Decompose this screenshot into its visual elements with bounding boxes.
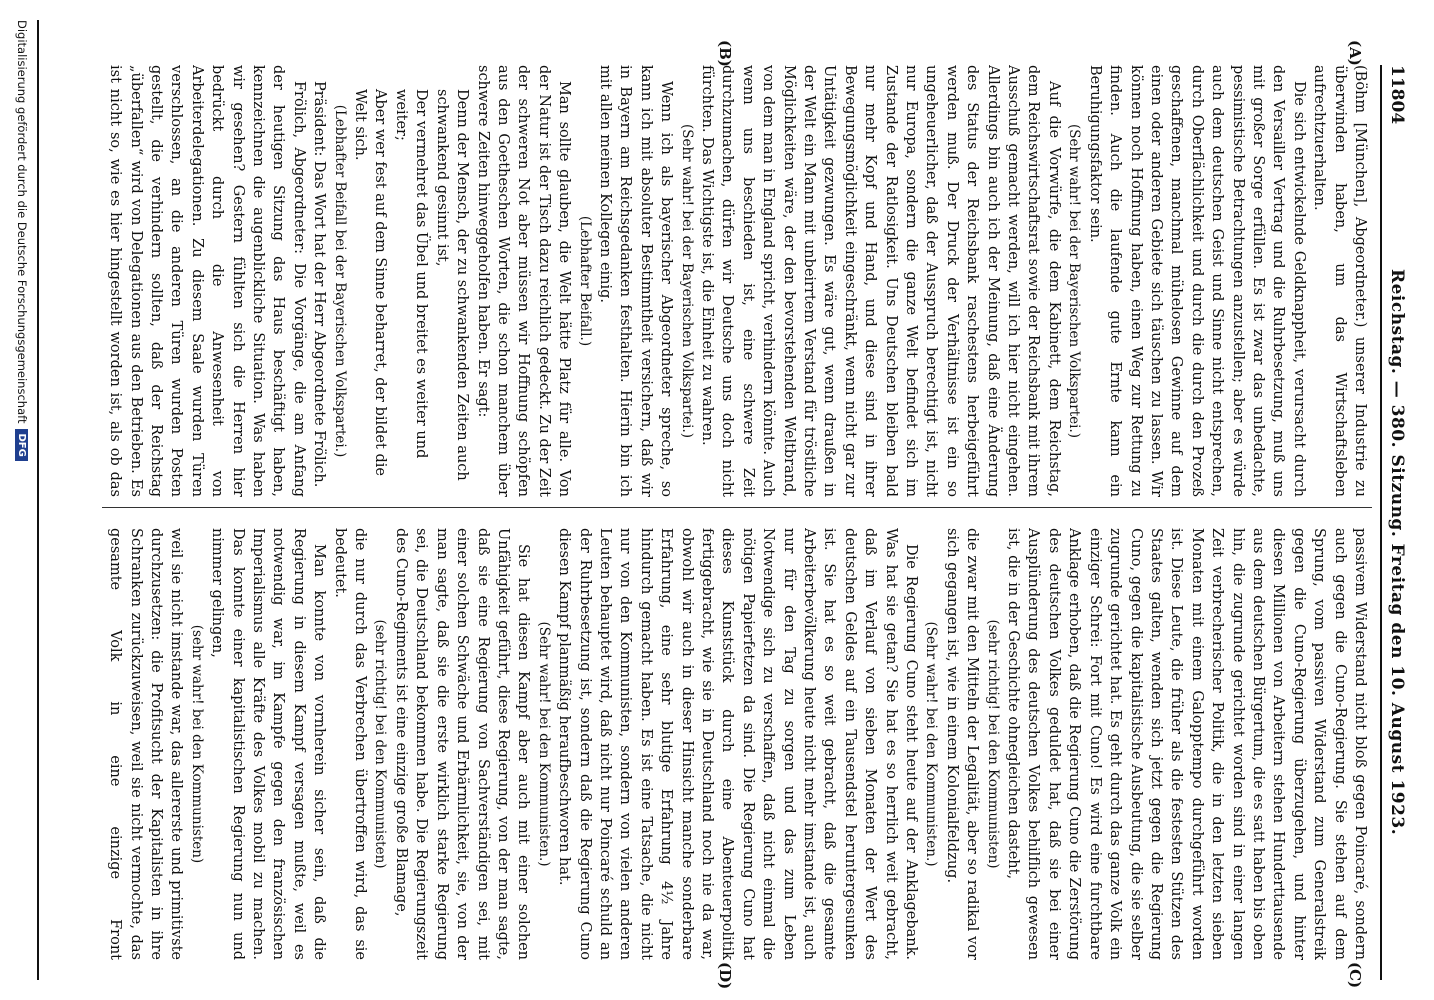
paragraph: Sie hat diesen Kampf aber auch mit einer solchen Unfähigkeit geführt, diese Regierung, von der man sagte, daß sie eine Regierung von Sachverständigen sei, mit einer solchen Schwäche und Erbärmlichkeit, sie, von der man sagte, daß sie die erste wirklich starke Regierung sei, die Deutschland bekommen habe. Die Regierungszeit des Cuno-Regiments ist eine einzige große Blamage, <box>392 528 532 960</box>
remark: (Lebhafter Beifall bei der Bayerischen Volkspartei.) <box>331 104 348 458</box>
remark: (Lebhafter Beifall.) <box>576 215 593 347</box>
margin-marker-d: (D) <box>716 962 734 990</box>
verse-line: Der vermehret das Übel und breitet es weiter und weiter; <box>392 89 430 459</box>
bottom-rule <box>37 20 39 980</box>
remark: (sehr wahr! bei den Kommunisten) <box>188 624 205 864</box>
margin-marker-a: (A) <box>1346 40 1364 66</box>
margin-marker-b: (B) <box>716 40 734 67</box>
paragraph: Die sich entwickelnde Geldknappheit, verursacht durch den Versailler Vertrag und die Ruhrbesetzung, muß uns mit großer Sorge erfüllen. Es ist zwar das unbedachte, pessimistische Betrachtungen anzustellen; aber es würde auch dem deutschen Geist und Sinne nicht entsprechen, durch Oberflächlichkeit und durch die durch den Prozeß geschaffenen, manchmal mühelosen Gewinne auf dem einen oder anderen Gebiete sich täuschen zu lassen. Wir können noch Hoffnung haben, einen Weg zur Rettung zu finden. Auch die laufende gute Ernte kann ein Beruhigungsfaktor sein. <box>1086 65 1307 497</box>
page-header <box>1380 65 1412 980</box>
paragraph: Man konnte von vornherein sicher sein, daß die Regierung in diesem Kampf versagen mußte, weil es notwendig war, im Kampfe gegen den französischen Imperialismus alle Kräfte des Volkes mobil zu machen. Das konnte einer kapitalistischen Regierung nun und nimmer gelingen, <box>209 528 328 960</box>
column-divider <box>102 507 1372 508</box>
remark: (Sehr wahr! bei der Bayerischen Volkspartei.) <box>1066 123 1083 439</box>
remark: (Sehr wahr! bei den Kommunisten.) <box>535 621 552 867</box>
paragraph: die nur durch das Verbrechen übertroffen wird, das sie bedeutet. <box>331 528 369 960</box>
paragraph: Die Regierung Cuno steht heute auf der Anklagebank. Was hat sie getan? Sie hat es so herrlich weit gebracht, daß im Verlauf von sieben Monaten der Wert des deutschen Geldes auf ein Tausendstel heruntergesunken ist. Sie hat es so weit gebracht, daß die gesamte Arbeiterbevölkerung heute nicht mehr imstande ist, auch nur für den Tag zu sorgen und das zum Leben Notwendige sich zu verschaffen, daß nicht einmal die nötigen Papierfetzen da sind. Die Regierung Cuno hat dieses Kunststück durch eine Abenteuerpolitik fertiggebracht, wie sie in Deutschland noch nie da war, obwohl wir auch in dieser Hinsicht manche sonderbare Erfahrung, eine sehr blutige Erfahrung 4½ Jahre hindurch gemacht haben. Es ist eine Tatsache, die nicht nur von den Kommunisten, sondern von vielen anderen Leuten behauptet wird, daß nicht nur Poincaré schuld an der Ruhrbesetzung ist, sondern daß die Regierung Cuno diesen Kampf planmäßig heraufbeschworen hat. <box>556 528 920 960</box>
paragraph: passivem Widerstand nicht bloß gegen Poincaré, sondern auch gegen die Cuno-Regierung. Sie stehen auf dem Sprung, vom passiven Widerstand zum Generalstreik gegen die Cuno-Regierung überzugehen, und hinter diesen Millionen von Arbeitern stehen Hunderttausende aus dem deutschen Bürgertum, die es satt haben bis oben hin, die zugrunde gerichtet worden sind in einer langen Zeit verbrecherischer Politik, die in den letzten sieben Monaten mit einem Galopptempo durchgeführt worden ist. Diese Leute, die früher als die festesten Stützen des Staates galten, wenden sich jetzt gegen die Regierung Cuno, gegen die kapitalistische Ausbeutung, die sie selber zugrunde gerichtet hat. Es geht durch das ganze Volk ein einziger Schrei: Fort mit Cuno! Es wird eine furchtbare Anklage erhoben, daß die Regierung Cuno die Zerstörung des deutschen Volkes geduldet hat, daß sie bei einer Ausplünderung des deutschen Volkes behilflich gewesen ist, die in der Geschichte ohnegleichen dasteht, <box>1005 528 1368 960</box>
remark: (Sehr wahr! bei den Kommunisten.) <box>923 621 940 867</box>
remark: (sehr richtig! bei den Kommunisten) <box>372 619 389 869</box>
footer <box>15 20 29 980</box>
paragraph: die zwar mit den Mitteln der Legalität, aber so radikal vor sich gegangen ist, wie in einem Kolonialfeldzug. <box>943 528 981 960</box>
paragraph: Man sollte glauben, die Welt hätte Platz für alle. Von der Natur ist der Tisch dazu reichlich gedeckt. Zu der Zeit der schweren Not aber müssen wir Hoffnung schöpfen aus den Goetheschen Worten, die schon manchem über schwere Zeiten hinweggeholfen haben. Er sagt: <box>474 65 573 497</box>
left-column <box>105 65 1370 497</box>
verse-line: Denn der Mensch, der zu schwankenden Zeiten auch schwankend gesinnt ist, <box>433 89 471 481</box>
verse-line: Aber wer fest auf dem Sinne beharret, der bildet die Welt sich. <box>352 89 389 476</box>
paragraph: (Böhm [München], Abgeordneter.) unserer Industrie zu überwinden haben, um das Wirtschaftsleben aufrechtzuerhalten. <box>1311 65 1368 497</box>
dfg-logo-icon: DFG <box>16 429 29 460</box>
margin-marker-c: (C) <box>1346 962 1364 989</box>
paragraph: weil sie nicht imstande war, das allererste und primitivste durchzusetzen: die Profitsucht der Kapitalisten in ihre Schranken zurückzuweisen, weil sie nicht vermochte, das gesamte Volk in eine einzige Front <box>107 528 185 960</box>
page-number: 11804 <box>1387 65 1407 125</box>
paragraph: Auf die Vorwürfe, die dem Kabinett, dem Reichstag, dem Reichswirtschaftsrat sowie der Reichsbank mit ihrem Ausschuß gemacht werden, will ich hier nicht eingehen. Allerdings bin auch ich der Meinung, daß eine Änderung des Status der Reichsbank raschestens herbeigeführt werden muß. Der Druck der Verhältnisse ist ein so ungeheuerlicher, daß der Ausspruch berechtigt ist, nicht nur Europa, sondern die ganze Welt befindet sich im Zustande der Ratlosigkeit. Uns Deutschen bleiben bald nur mehr Kopf und Hand, und diese sind in ihrer Bewegungsmöglichkeit eingeschränkt, wenn nicht gar zur Untätigkeit gezwungen. Es wäre gut, wenn draußen in der Welt ein Mann mit unbeirrtem Verstand für tröstliche Möglichkeiten wäre, der den bevorstehenden Weltbrand, von dem man in England spricht, verhindern könnte. Auch wenn uns beschieden ist, eine schwere Zeit durchzumachen, dürfen wir Deutsche uns doch nicht fürchten. Das Wichtigste ist, die Einheit zu wahren. <box>699 65 1062 497</box>
paragraph: Wenn ich als bayerischer Abgeordneter spreche, so kann ich mit absoluter Bestimmtheit versichern, daß wir in Bayern am Reichsgedanken festhalten. Hierin bin ich mit allen meinen Kollegen einig. <box>596 65 675 497</box>
header-title: Reichstag. — 380. Sitzung. Freitag den 10. August 1923. <box>1387 268 1407 836</box>
right-column <box>105 528 1370 960</box>
paragraph: Frölich, Abgeordneter: Die Vorgänge, die am Anfang der heutigen Sitzung das Haus beschäftigt haben, kennzeichnen die augenblickliche Situation. Was haben wir gesehen? Gestern fühlten sich die Herren hier bedrückt durch die Anwesenheit von Arbeiterdelegationen. Zu diesem Saale wurden Türen verschlossen, an die anderen Türen wurden Posten gestellt, die verhindern sollten, daß der Reichstag „überfallen“ wird von Delegationen aus den Betrieben. Es ist nicht so, wie es hier hingestellt worden ist, als ob das <box>107 65 307 497</box>
footer-text: Digitalisierung gefördert durch die Deutsche Forschungsgemeinschaft <box>15 20 29 424</box>
remark: (Sehr wahr! bei der Bayerischen Volkspartei.) <box>678 123 695 439</box>
paragraph: Präsident: Das Wort hat der Herr Abgeordnete Frölich. <box>311 81 328 488</box>
remark: (sehr richtig! bei den Kommunisten) <box>984 619 1001 869</box>
